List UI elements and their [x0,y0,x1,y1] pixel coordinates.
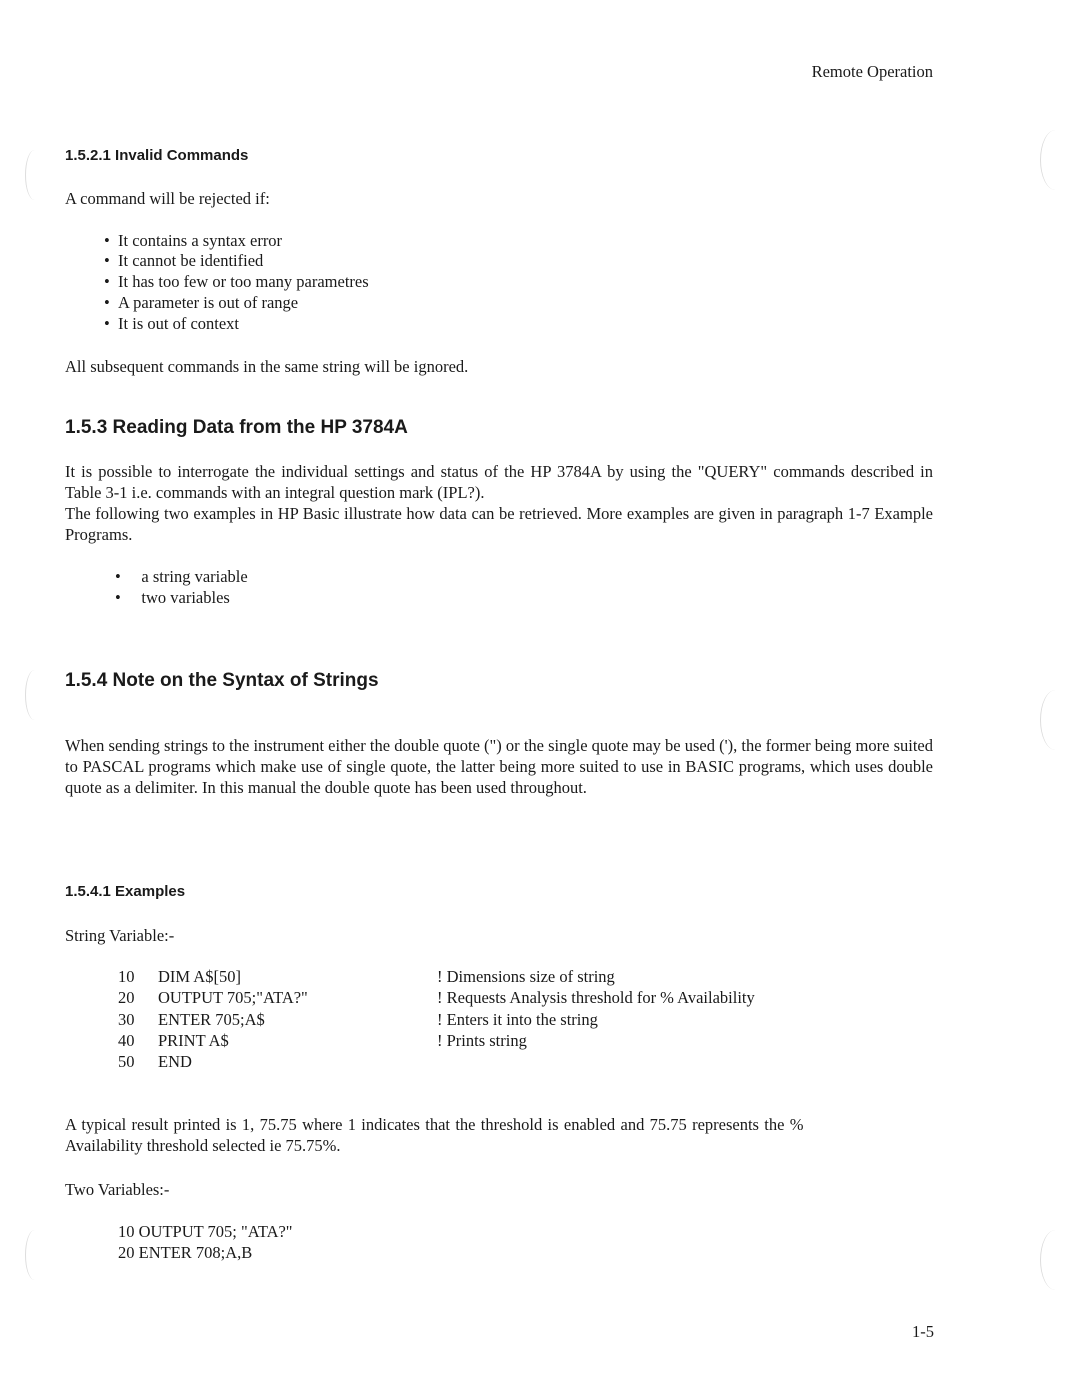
code-line [118,966,241,987]
paragraph: The following two examples in HP Basic illustrate how data can be retrieved. More examples are given in paragraph 1-7 Example Programs. [65,504,933,544]
code-text: END [158,1052,192,1071]
paragraph: It is possible to interrogate the individual settings and status of the HP 3784A by using the "QUERY" commands described in Table 3-1 i.e. commands with an integral question mark (IPL?). [65,462,933,502]
outro-text: All subsequent commands in the same string will be ignored. [65,357,469,376]
result-text: A typical result printed is 1, 75.75 where 1 indicates that the threshold is enabled and 75.75 represents the % [65,1115,804,1134]
binding-hole-mark [25,150,44,200]
code-line: 10 OUTPUT 705; "ATA?" [118,1222,293,1241]
string-variable-label: String Variable:- [65,926,175,945]
running-title: Remote Operation [811,62,933,81]
code-text: ENTER 705;A$ [158,1010,265,1029]
paragraph: When sending strings to the instrument either the double quote (") or the single quote may be used ('), the former being more suited to PASCAL programs which make use of single quote, the latter being more suited to use in BASIC programs, which uses double quote as a delimiter. In this manual the double quote has been used throughout. [65,736,933,797]
list-item: • It cannot be identified [104,251,264,270]
list-item-text: two variables [141,588,230,607]
code-comment: ! Prints string [437,1031,527,1050]
code-line: 20 ENTER 708;A,B [118,1243,253,1262]
list-item: • It is out of context [104,314,240,333]
list-item-text: A parameter is out of range [118,293,299,312]
result-text: Availability threshold selected ie 75.75%. [65,1136,341,1155]
code-comment: ! Enters it into the string [437,1010,598,1029]
binding-hole-mark [25,670,44,720]
code-text: OUTPUT 705;"ATA?" [158,988,308,1007]
code-line [118,1030,229,1051]
list-item: • It has too few or too many parametres [104,272,369,291]
section-1-5-4-heading: 1.5.4 Note on the Syntax of Strings [65,670,379,691]
list-item-text: It contains a syntax error [118,231,283,250]
line-number: 10 [118,967,135,986]
code-line [118,987,308,1008]
list-item-text: It is out of context [118,314,240,333]
line-number: 20 [118,988,135,1007]
binding-hole-mark [1040,690,1071,750]
list-item: • two variables [115,588,230,607]
list-item-text: It cannot be identified [118,251,264,270]
binding-hole-mark [1040,1230,1071,1290]
section-1-5-2-1-heading: 1.5.2.1 Invalid Commands [65,147,249,164]
code-text: DIM A$[50] [158,967,241,986]
code-comment: ! Requests Analysis threshold for % Availability [437,988,755,1007]
binding-hole-mark [25,1230,44,1280]
list-item-text: a string variable [141,567,248,586]
list-item-text: It has too few or too many parametres [118,272,369,291]
binding-hole-mark [1040,130,1071,190]
list-item: • It contains a syntax error [104,231,283,250]
two-variables-label: Two Variables:- [65,1180,170,1199]
code-line [118,1009,265,1030]
section-1-5-4-1-heading: 1.5.4.1 Examples [65,883,186,900]
line-number: 50 [118,1052,135,1071]
code-line [118,1051,192,1072]
code-text: PRINT A$ [158,1031,229,1050]
list-item: • A parameter is out of range [104,293,299,312]
page-number: 1-5 [912,1322,934,1341]
line-number: 40 [118,1031,135,1050]
line-number: 30 [118,1010,135,1029]
intro-text: A command will be rejected if: [65,189,270,208]
code-comment: ! Dimensions size of string [437,967,615,986]
section-1-5-3-heading: 1.5.3 Reading Data from the HP 3784A [65,417,408,438]
list-item: • a string variable [115,567,248,586]
